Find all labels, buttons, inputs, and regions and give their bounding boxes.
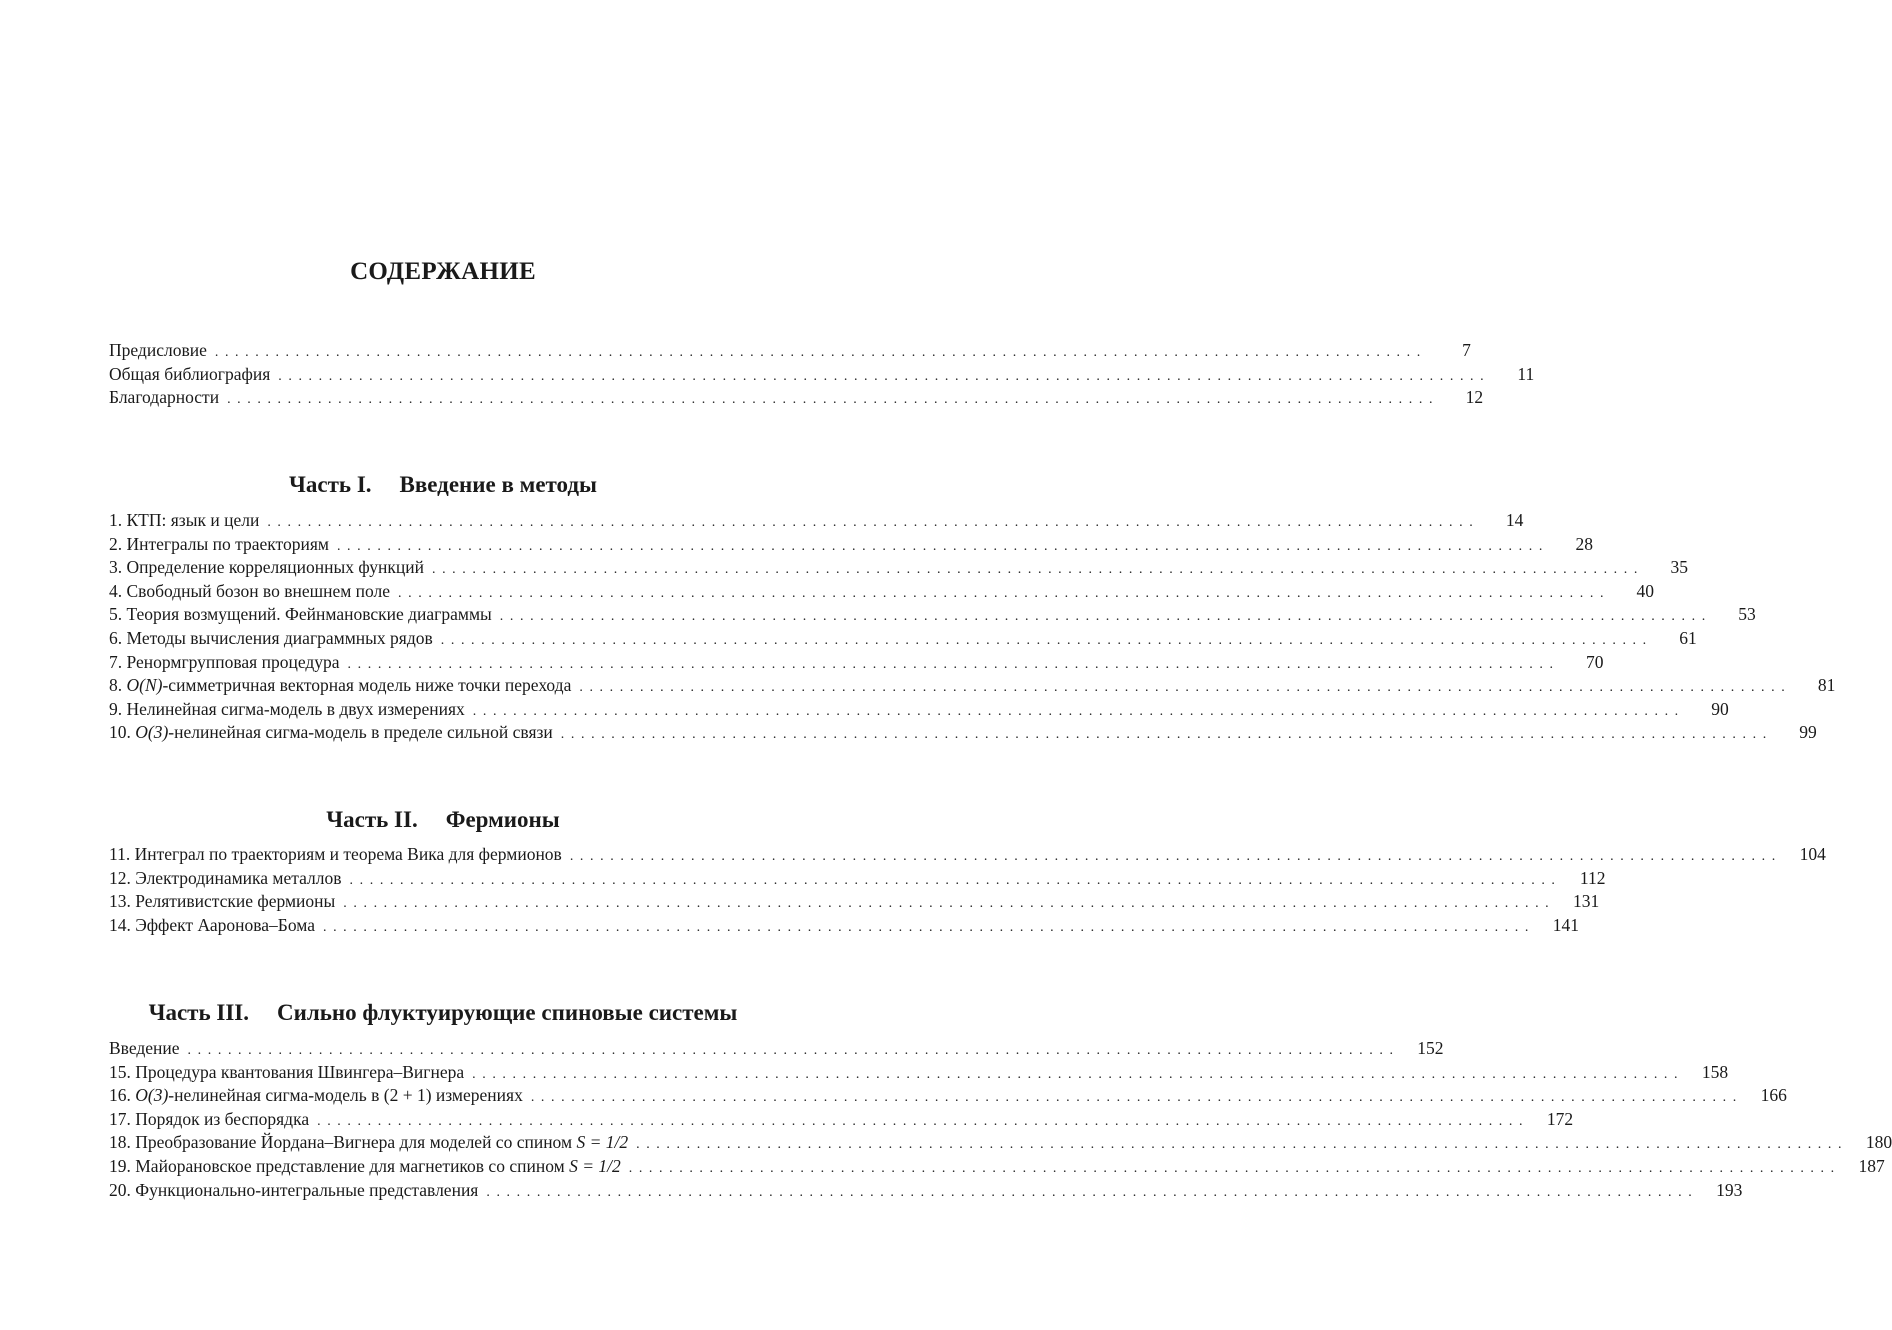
entry-page-number: 99: [1799, 722, 1817, 743]
entry-page-number: 61: [1679, 627, 1697, 648]
dot-leader: ........................................................................................................................: [322, 919, 1535, 935]
entry-page-number: 12: [1465, 387, 1484, 408]
toc-entry[interactable]: [109, 580, 1655, 604]
dot-leader: ........................................................................................................................: [214, 345, 1427, 360]
entry-title: [109, 1155, 629, 1179]
entry-title-prefix: 19. Майорановское представление для магнетиков со спином: [109, 1155, 570, 1176]
entry-page-number: 193: [1716, 1179, 1743, 1200]
part-2-list: [109, 843, 1826, 937]
entry-title: 12. Электродинамика металлов: [109, 867, 342, 888]
entry-page-number: 7: [1462, 340, 1471, 360]
entry-page-number: 28: [1575, 533, 1593, 554]
toc-entry[interactable]: [109, 843, 1826, 867]
entry-title: [109, 674, 579, 698]
dot-leader: ........................................................................................................................: [398, 585, 1611, 601]
part-label: Часть III.: [148, 1000, 249, 1025]
toc-entry[interactable]: [109, 890, 1600, 914]
entry-title-prefix: 10.: [109, 722, 136, 743]
entry-title: Общая библиография: [109, 363, 271, 384]
entry-title: 20. Функционально-интегральные представления: [109, 1179, 479, 1200]
dot-leader: ........................................................................................................................: [440, 632, 1653, 648]
entry-page-number: 35: [1670, 557, 1688, 578]
entry-page-number: 166: [1760, 1085, 1787, 1106]
part-2-heading: [0, 807, 886, 833]
entry-title: 15. Процедура квантования Швингера–Вигнера: [109, 1061, 465, 1082]
toc-entry[interactable]: [109, 363, 1535, 387]
entry-page-number: 187: [1858, 1155, 1885, 1176]
dot-leader: ........................................................................................................................: [267, 515, 1480, 530]
entry-title-math: O(N): [126, 675, 163, 696]
entry-title: 9. Нелинейная сигма-модель в двух измерениях: [109, 698, 465, 719]
entry-title: [109, 1084, 531, 1108]
entry-title: 17. Порядок из беспорядка: [109, 1108, 310, 1129]
dot-leader: ........................................................................................................................: [560, 727, 1773, 743]
part-name: Фермионы: [445, 807, 560, 832]
entry-title-math: S = 1/2: [569, 1155, 621, 1176]
entry-title-math: O(3): [135, 722, 169, 743]
dot-leader: ........................................................................................................................: [472, 703, 1685, 719]
part-name: Введение в методы: [399, 472, 597, 497]
toc-entry[interactable]: [109, 556, 1688, 580]
toc-entry[interactable]: [109, 509, 1524, 533]
dot-leader: ........................................................................................................................: [317, 1113, 1530, 1129]
dot-leader: ........................................................................................................................: [278, 368, 1491, 384]
entry-title: 11. Интеграл по траекториям и теорема Вика для фермионов: [109, 844, 562, 864]
entry-page-number: 172: [1546, 1108, 1574, 1129]
entry-title: 5. Теория возмущений. Фейнмановские диаграммы: [109, 604, 492, 625]
entry-page-number: 40: [1636, 580, 1655, 601]
entry-title-prefix: 16.: [109, 1085, 136, 1106]
entry-title-prefix: 18. Преобразование Йордана–Вигнера для моделей со спином: [109, 1132, 577, 1153]
entry-page-number: 104: [1799, 844, 1826, 864]
entry-page-number: 112: [1579, 867, 1606, 888]
dot-leader: ........................................................................................................................: [486, 1184, 1699, 1200]
entry-page-number: 14: [1505, 510, 1524, 530]
toc-entry[interactable]: [109, 339, 1471, 363]
dot-leader: ........................................................................................................................: [530, 1090, 1743, 1106]
toc-entry[interactable]: [109, 603, 1756, 627]
dot-leader: ........................................................................................................................: [347, 656, 1560, 672]
entry-title: 1. КТП: язык и цели: [109, 510, 260, 530]
entry-page-number: 90: [1711, 698, 1729, 719]
entry-page-number: 152: [1417, 1038, 1444, 1058]
dot-leader: ........................................................................................................................: [431, 562, 1644, 578]
entry-page-number: 81: [1817, 675, 1836, 696]
entry-page-number: 158: [1701, 1061, 1729, 1082]
toc-entry[interactable]: [109, 1108, 1574, 1132]
part-3-list: [109, 1037, 1892, 1202]
part-name: Сильно флуктуирующие спиновые системы: [277, 1000, 738, 1025]
entry-title-suffix: -нелинейная сигма-модель в (2 + 1) измерениях: [168, 1085, 523, 1106]
dot-leader: ........................................................................................................................: [227, 392, 1440, 408]
dot-leader: ........................................................................................................................: [636, 1137, 1849, 1153]
entry-title: 7. Ренормгрупповая процедура: [109, 651, 340, 672]
entry-page-number: 53: [1738, 604, 1756, 625]
entry-title-math: S = 1/2: [576, 1132, 629, 1153]
entry-title: 2. Интегралы по траекториям: [109, 533, 329, 554]
entry-title-prefix: 8.: [109, 675, 127, 696]
toc-entry[interactable]: [109, 914, 1579, 938]
entry-title: 14. Эффект Ааронова–Бома: [109, 914, 315, 935]
dot-leader: ........................................................................................................................: [472, 1066, 1685, 1082]
entry-title: Введение: [109, 1038, 180, 1058]
toc-entry[interactable]: [109, 721, 1817, 745]
toc-entry[interactable]: [109, 1155, 1885, 1179]
toc-entry[interactable]: [109, 533, 1593, 557]
entry-title: 3. Определение корреляционных функций: [109, 557, 424, 578]
entry-page-number: 180: [1865, 1132, 1892, 1153]
toc-entry[interactable]: [109, 386, 1484, 410]
part-label: Часть II.: [326, 807, 418, 832]
front-matter-list: [109, 339, 1535, 410]
toc-entry[interactable]: [109, 1061, 1729, 1085]
part-label: Часть I.: [289, 472, 372, 497]
entry-title: Благодарности: [109, 387, 220, 408]
dot-leader: ........................................................................................................................: [628, 1160, 1841, 1176]
entry-title: Предисловие: [109, 340, 207, 360]
entry-page-number: 11: [1517, 363, 1535, 384]
entry-title: 4. Свободный бозон во внешнем поле: [109, 580, 391, 601]
entry-title: [109, 1131, 636, 1155]
page-title: СОДЕРЖАНИЕ: [350, 258, 536, 285]
toc-entry[interactable]: [109, 674, 1836, 698]
entry-page-number: 141: [1552, 914, 1579, 935]
entry-page-number: 70: [1586, 651, 1604, 672]
toc-entry[interactable]: [109, 698, 1729, 722]
entry-page-number: 131: [1573, 891, 1600, 912]
part-3-heading: [0, 1000, 886, 1026]
dot-leader: ........................................................................................................................: [579, 680, 1792, 696]
dot-leader: ........................................................................................................................: [349, 872, 1562, 888]
entry-title-suffix: -нелинейная сигма-модель в пределе сильной связи: [168, 722, 553, 743]
entry-title: [109, 721, 561, 745]
dot-leader: ........................................................................................................................: [499, 609, 1712, 625]
dot-leader: ........................................................................................................................: [336, 538, 1549, 554]
toc-entry[interactable]: [109, 651, 1604, 675]
entry-title-suffix: -симметричная векторная модель ниже точки перехода: [162, 675, 572, 696]
toc-entry[interactable]: [109, 1037, 1444, 1061]
toc-entry[interactable]: [109, 1179, 1743, 1203]
entry-title-math: O(3): [135, 1085, 169, 1106]
toc-entry[interactable]: [109, 1131, 1892, 1155]
part-1-list: [109, 509, 1836, 745]
entry-title: 6. Методы вычисления диаграммных рядов: [109, 627, 433, 648]
dot-leader: ........................................................................................................................: [569, 849, 1782, 864]
toc-entry[interactable]: [109, 1084, 1787, 1108]
toc-entry[interactable]: [109, 867, 1606, 891]
dot-leader: ........................................................................................................................: [187, 1043, 1400, 1058]
dot-leader: ........................................................................................................................: [343, 896, 1556, 912]
entry-title: 13. Релятивистские фермионы: [109, 891, 336, 912]
part-1-heading: [0, 472, 886, 498]
toc-entry[interactable]: [109, 627, 1697, 651]
